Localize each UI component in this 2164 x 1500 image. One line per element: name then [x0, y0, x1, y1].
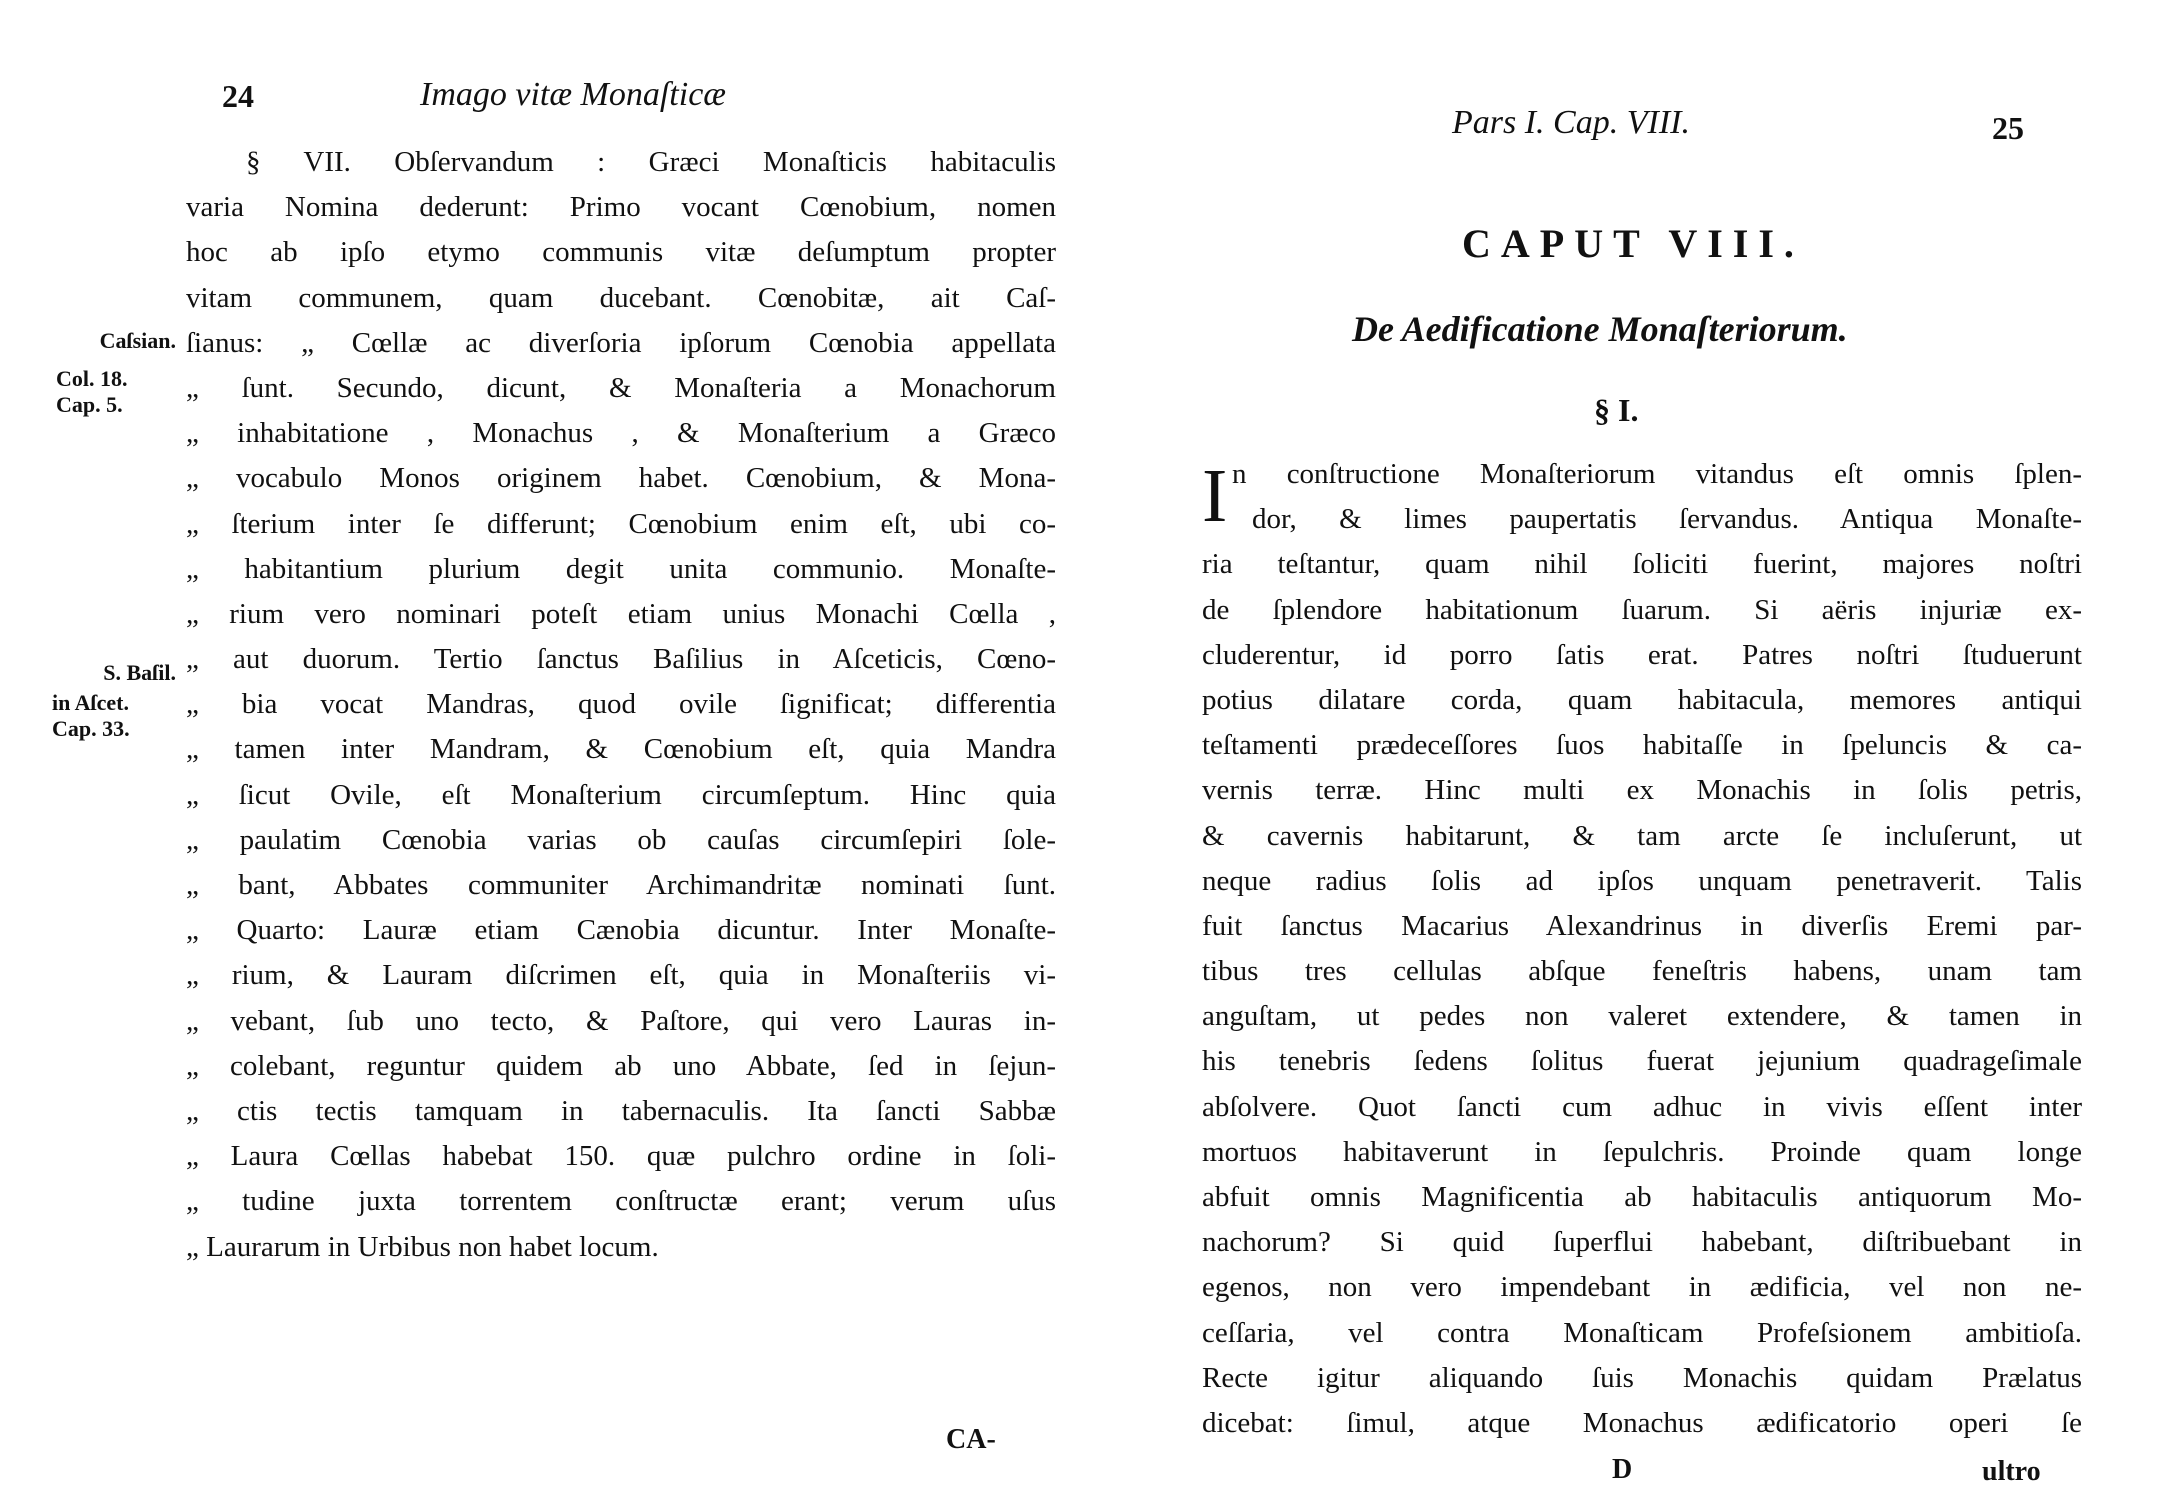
- margin-note-cassian: [84, 328, 176, 354]
- text-line: varia Nomina dederunt: Primo vocant Cœnobium, nomen: [186, 191, 1056, 224]
- text-line: „ rium, & Lauram diſcrimen eſt, quia in Monaſteriis vi-: [186, 959, 1056, 992]
- text-line: „ bant, Abbates communiter Archimandritæ nominati ſunt.: [186, 869, 1056, 901]
- text-line: cluderentur, id porro ſatis erat. Patres noſtri ſtuduerunt: [1202, 638, 2082, 671]
- text-line: „ Quarto: Lauræ etiam Cænobia dicuntur. Inter Monaſte-: [186, 914, 1056, 947]
- text-line: „ Laurarum in Urbibus non habet locum.: [186, 1230, 659, 1263]
- drop-cap: I: [1202, 454, 1228, 538]
- text-line: teſtamenti prædeceſſores ſuos habitaſſe in ſpeluncis & ca-: [1202, 729, 2082, 762]
- margin-note-line: Cap. 33.: [52, 716, 130, 741]
- margin-note-basil-ref: [52, 690, 130, 742]
- text-line: „ ſterium inter ſe differunt; Cœnobium enim eſt, ubi co-: [186, 507, 1056, 540]
- text-line: § VII. Obſervandum : Græci Monaſticis habitaculis: [246, 146, 1056, 178]
- text-line: „ ſunt. Secundo, dicunt, & Monaſteria a Monachorum: [186, 371, 1056, 404]
- right-page: [1082, 0, 2164, 1500]
- right-catchword: ultro: [1982, 1456, 2041, 1487]
- text-line: „ aut duorum. Tertio ſanctus Baſilius in Aſceticis, Cœno-: [186, 643, 1056, 676]
- text-line: ria teſtantur, quam nihil ſoliciti fuerint, majores noſtri: [1202, 548, 2082, 581]
- text-line: „ inhabitatione , Monachus , & Monaſterium a Græco: [186, 417, 1056, 450]
- right-body-text: [1202, 452, 2082, 1446]
- text-line: „ colebant, reguntur quidem ab uno Abbate, ſed in ſejun-: [186, 1049, 1056, 1082]
- text-line: ceſſaria, vel contra Monaſticam Profeſsionem ambitioſa.: [1202, 1316, 2082, 1349]
- text-line: fuit ſanctus Macarius Alexandrinus in diverſis Eremi par-: [1202, 909, 2082, 942]
- margin-note-basil: [78, 660, 176, 686]
- text-line: anguſtam, ut pedes non valeret extendere, & tamen in: [1202, 1000, 2082, 1033]
- text-line: egenos, non vero impendebant in ædificia, vel non ne-: [1202, 1271, 2082, 1304]
- text-line: dicebat: ſimul, atque Monachus ædificatorio operi ſe: [1202, 1406, 2082, 1439]
- text-line: n conſtructione Monaſteriorum vitandus eſt omnis ſplen-: [1232, 458, 2082, 490]
- text-line: Recte igitur aliquando ſuis Monachis quidam Prælatus: [1202, 1361, 2082, 1394]
- margin-note-line: S. Baſil.: [103, 660, 176, 685]
- text-line: „ tudine juxta torrentem conſtructæ erant; verum uſus: [186, 1185, 1056, 1218]
- text-line: „ ctis tectis tamquam in tabernaculis. Ita ſancti Sabbæ: [186, 1094, 1056, 1127]
- margin-note-line: Caſsian.: [99, 328, 176, 353]
- text-line: mortuos habitaverunt in ſepulchris. Proinde quam longe: [1202, 1135, 2082, 1168]
- margin-note-cassian-ref: [56, 366, 128, 418]
- text-line: abſolvere. Quot ſancti cum adhuc in vivis eſſent inter: [1202, 1090, 2082, 1123]
- text-line: „ paulatim Cœnobia varias ob cauſas circumſepiri ſole-: [186, 823, 1056, 856]
- text-line: vitam communem, quam ducebant. Cœnobitæ, ait Caſ-: [186, 281, 1056, 314]
- text-line: his tenebris ſedens ſolitus fuerat jejunium quadrageſimale: [1202, 1045, 2082, 1078]
- text-line: ſianus: „ Cœllæ ac diverſoria ipſorum Cœnobia appellata: [186, 326, 1056, 359]
- text-line: neque radius ſolis ad ipſos unquam penetraverit. Talis: [1202, 864, 2082, 897]
- left-body-text: [186, 140, 1056, 1270]
- text-line: hoc ab ipſo etymo communis vitæ deſumptum propter: [186, 236, 1056, 269]
- margin-note-line: in Aſcet.: [52, 690, 129, 715]
- text-line: „ vocabulo Monos originem habet. Cœnobium, & Mona-: [186, 462, 1056, 495]
- text-line: de ſplendore habitationum ſuarum. Si aëris injuriæ ex-: [1202, 593, 2082, 626]
- text-line: „ rium vero nominari poteſt etiam unius Monachi Cœlla ,: [186, 597, 1056, 630]
- text-line: „ vebant, ſub uno tecto, & Paſtore, qui vero Lauras in-: [186, 1004, 1056, 1037]
- text-line: abfuit omnis Magnificentia ab habitaculis antiquorum Mo-: [1202, 1181, 2082, 1213]
- text-line: potius dilatare corda, quam habitacula, memores antiqui: [1202, 683, 2082, 716]
- margin-note-line: Cap. 5.: [56, 392, 123, 417]
- text-line: „ habitantium plurium degit unita communio. Monaſte-: [186, 552, 1056, 585]
- text-line: dor, & limes paupertatis ſervandus. Antiqua Monaſte-: [1252, 503, 2082, 536]
- text-line: „ tamen inter Mandram, & Cœnobium eſt, quia Mandra: [186, 733, 1056, 766]
- text-line: „ ſicut Ovile, eſt Monaſterium circumſeptum. Hinc quia: [186, 778, 1056, 811]
- text-line: & cavernis habitarunt, & tam arcte ſe incluſerunt, ut: [1202, 819, 2082, 852]
- chapter-subtitle: De Aedificatione Monaſteriorum.: [1352, 309, 1848, 349]
- left-running-head: Imago vitæ Monaſticæ: [420, 76, 726, 113]
- margin-note-line: Col. 18.: [56, 366, 128, 391]
- section-mark: § I.: [1594, 392, 1639, 428]
- left-catchword: CA-: [946, 1424, 996, 1455]
- signature-mark: D: [1612, 1454, 1633, 1485]
- right-page-number: 25: [1992, 110, 2024, 146]
- text-line: tibus tres cellulas abſque feneſtris habens, unam tam: [1202, 955, 2082, 988]
- left-page-number: 24: [222, 78, 254, 114]
- text-line: „ bia vocat Mandras, quod ovile ſignificat; differentia: [186, 688, 1056, 721]
- text-line: nachorum? Si quid ſuperflui habebant, diſtribuebant in: [1202, 1226, 2082, 1259]
- text-line: „ Laura Cœllas habebat 150. quæ pulchro ordine in ſoli-: [186, 1140, 1056, 1173]
- right-running-head: Pars I. Cap. VIII.: [1452, 104, 1690, 141]
- chapter-title: CAPUT VIII.: [1462, 221, 1804, 266]
- text-line: vernis terræ. Hinc multi ex Monachis in ſolis petris,: [1202, 774, 2082, 807]
